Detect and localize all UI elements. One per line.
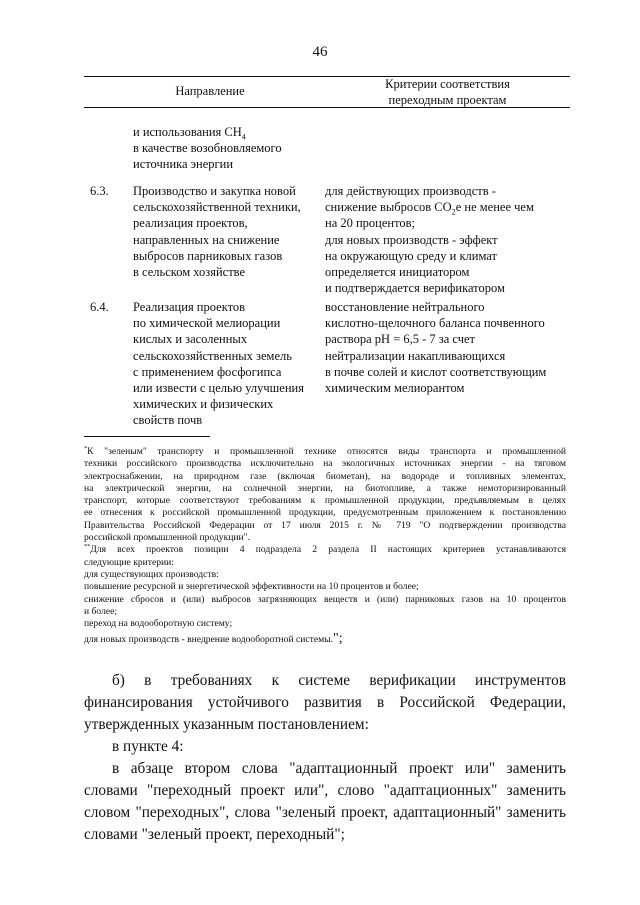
direction-line: кислых и засоленных	[133, 332, 248, 347]
footnote-1-line: техники российского производства исключительно на экологичных источниках энергии - на тяговом	[84, 458, 566, 470]
row-6-3-number: 6.3.	[90, 184, 109, 198]
criteria-line: раствора pH = 6,5 - 7 за счет	[325, 332, 475, 347]
criteria-line: для новых производств - эффект	[325, 232, 498, 247]
paragraph-b-line: утвержденных указанным постановлением:	[84, 716, 369, 733]
footnote-1-line: Правительства Российской Федерации от 17 июля 2015 г. № 719 "О подтверждении производства	[84, 519, 566, 531]
footnote-2-line: снижение сбросов и (или) выбросов загрязняющих веществ и (или) парниковых газов на 10 процентов	[84, 593, 566, 605]
footnotes	[84, 446, 566, 647]
footnote-2-line: и более;	[84, 605, 118, 617]
header-direction: Направление	[175, 84, 245, 98]
criteria-line: кислотно-щелочного баланса почвенного	[325, 316, 545, 331]
row-6-4-criteria	[325, 299, 546, 396]
footnote-separator	[84, 436, 210, 437]
paragraph-b-line: б) в требованиях к системе верификации инструментов	[112, 672, 566, 689]
footnote-1-line: на электрической энергии, на солнечной энергии, на биотопливе, а также немоторизированный	[84, 482, 566, 494]
footnote-2-line: для новых производств - внедрение водооборотной системы.";	[84, 631, 343, 647]
direction-line: Производство и закупка новой	[133, 184, 296, 198]
footnote-1-line: электроснабжении, на природном газе (включая биометан), на водороде и топливных элементах,	[84, 470, 566, 482]
paragraph-abzac-line: словом "переходных", слова "зеленый проект, адаптационный" заменить	[84, 804, 566, 821]
criteria-line: нейтрализации накапливающихся	[325, 348, 506, 363]
paragraph-abzac-line: в абзаце втором слова "адаптационный проект или" заменить	[112, 760, 566, 777]
footnote-2-line: для существующих производств:	[84, 568, 219, 580]
footnote-2-line: **Для всех проектов позиции 4 подраздела 2 раздела II настоящих критериев устанавливаются	[84, 543, 566, 556]
criteria-line: на 20 процентов;	[325, 216, 416, 231]
direction-line: в сельском хозяйстве	[133, 265, 246, 280]
co2-subscript: 2	[451, 207, 456, 217]
continuation-direction	[133, 124, 282, 173]
continuation-line-1: и использования $CH_4$	[133, 125, 246, 142]
continuation-line-2: в качестве возобновляемого	[133, 141, 282, 156]
ch4-subscript: 4	[241, 132, 246, 142]
direction-line: химических и физических	[133, 397, 274, 412]
row-6-4-number: 6.4.	[90, 300, 109, 314]
row-6-4-direction	[133, 299, 304, 429]
header-criteria-line1: Критерии соответствия	[385, 77, 510, 91]
criteria-line: химическим мелиорантом	[325, 381, 465, 396]
header-criteria-line2: переходным проектам	[388, 93, 507, 107]
row-6-3-direction	[133, 183, 301, 280]
footnote-1-line: ее отнесения к российской промышленной продукции, предусмотренным приложением к постановлению	[84, 507, 566, 519]
direction-line: выбросов парниковых газов	[133, 248, 283, 263]
closing-quote: ";	[333, 631, 343, 647]
criteria-line: на окружающую среду и климат	[325, 248, 497, 263]
direction-line: или извести с целью улучшения	[133, 381, 304, 396]
criteria-line: для действующих производств -	[325, 184, 496, 198]
footnote-1-line: транспорт, которые соответствуют требованиям к промышленной продукции, предъявляемым в целях	[84, 495, 566, 507]
header-criteria	[325, 76, 570, 108]
row-6-3-criteria	[325, 183, 534, 296]
footnote-2-mark: **	[84, 543, 91, 551]
direction-line: направленных на снижение	[133, 232, 280, 247]
direction-line: реализация проектов,	[133, 216, 248, 231]
direction-line: Реализация проектов	[133, 300, 246, 314]
page-number: 46	[312, 44, 328, 60]
footnote-1-mark: *	[84, 444, 88, 452]
criteria-line: и подтверждается верификатором	[325, 281, 505, 296]
footnote-1-line: российской промышленной продукции".	[84, 532, 250, 544]
paragraph-abzac-line: словами "зеленый проект, переходный";	[84, 826, 345, 843]
footnote-2-line: следующие критерии:	[84, 556, 174, 568]
direction-line: по химической мелиорации	[133, 316, 281, 331]
direction-line: сельскохозяйственной техники,	[133, 200, 301, 215]
criteria-line: в почве солей и кислот соответствующим	[325, 364, 547, 379]
criteria-line: определяется инициатором	[325, 265, 470, 280]
footnote-2-line: переход на водооборотную систему;	[84, 618, 233, 630]
paragraph-point-4: в пункте 4:	[112, 738, 184, 755]
paragraph-b-line: финансирования устойчивого развития в Российской Федерации,	[84, 694, 566, 711]
criteria-line: восстановление нейтрального	[325, 300, 485, 314]
amendment-text	[84, 670, 566, 846]
criteria-line: снижение выбросов $CO_2e$ не менее чем	[325, 200, 534, 217]
direction-line: сельскохозяйственных земель	[133, 348, 292, 363]
continuation-line-3: источника энергии	[133, 157, 234, 172]
footnote-2-line: повышение ресурсной и энергетической эффективности на 10 процентов и более;	[84, 581, 419, 593]
direction-line: свойств почв	[133, 413, 203, 428]
paragraph-abzac-line: словами "переходный проект или", слово "адаптационных" заменить	[84, 782, 566, 799]
direction-line: с применением фосфогипса	[133, 364, 282, 379]
footnote-1-line: *К "зеленым" транспорту и промышленной технике относятся виды транспорта и промышленной	[84, 444, 566, 457]
